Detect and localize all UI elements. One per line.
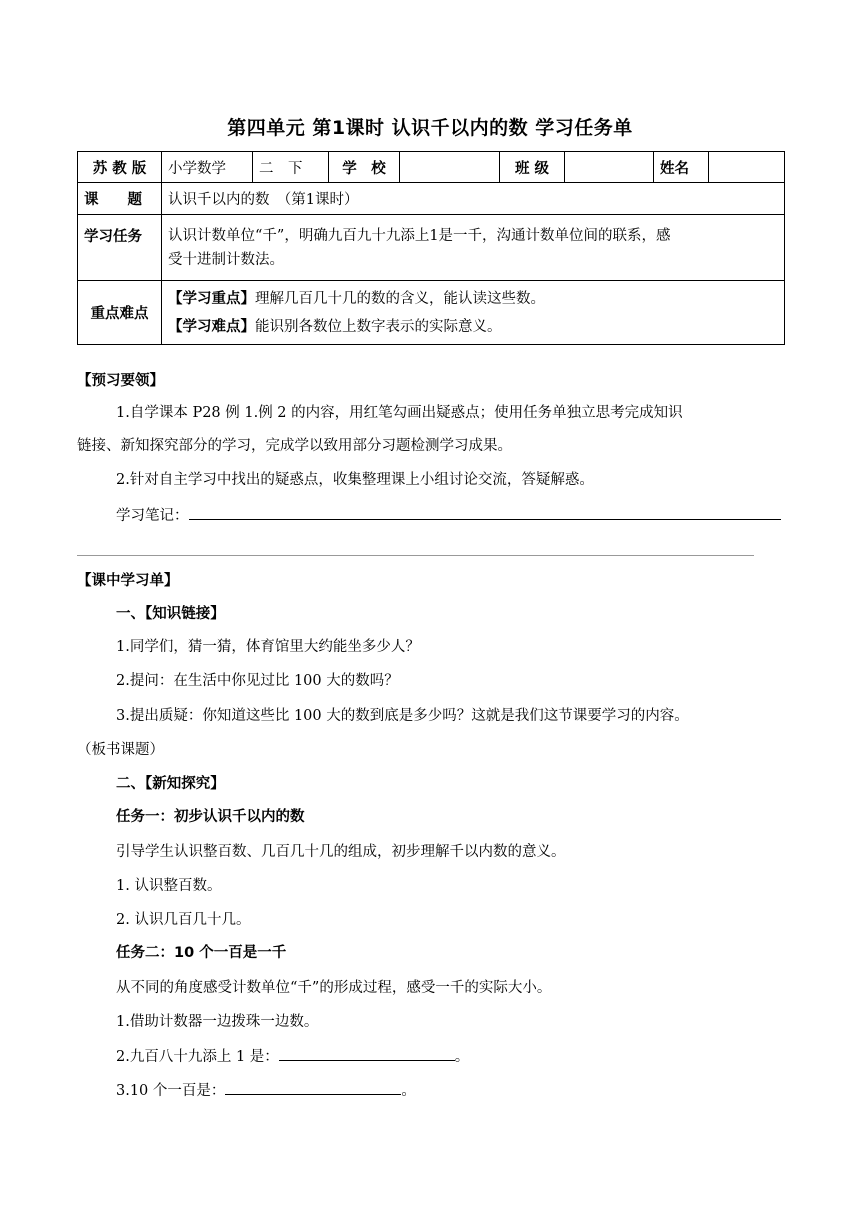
task-2-desc: 从不同的角度感受计数单位“千”的形成过程，感受一千的实际大小。	[116, 980, 552, 996]
task-2-item-2-line	[116, 1046, 469, 1067]
notes-label: 学习笔记：	[116, 508, 189, 524]
task-1-heading: 任务一：初步认识千以内的数	[116, 809, 305, 825]
task-1-item-1: 1. 认识整百数。	[116, 878, 222, 894]
subject-cell: 小学数学	[162, 152, 253, 183]
task-2-item-3-period: 。	[401, 1083, 416, 1099]
class-sheet-heading: 【课中学习单】	[77, 573, 179, 589]
key-focus-tag: 【学习重点】	[168, 290, 255, 307]
divider	[77, 555, 754, 556]
key-focus-text: 理解几百几十几的数的含义，能认读这些数。	[255, 290, 545, 307]
task-line-1: 认识计数单位“千”，明确九百九十九添上1是一千，沟通计数单位间的联系，感	[168, 227, 671, 244]
task-2-item-2-blank	[279, 1046, 455, 1061]
name-label: 姓名	[654, 152, 709, 183]
task-2-heading: 任务二：10 个一百是一千	[116, 945, 287, 961]
preview-heading: 【预习要领】	[77, 373, 164, 389]
task-value	[162, 215, 785, 281]
school-label: 学 校	[329, 152, 400, 183]
preview-item-2: 2.针对自主学习中找出的疑惑点，收集整理课上小组讨论交流，答疑解惑。	[116, 472, 594, 488]
task-2-item-3-line	[116, 1080, 416, 1101]
page-title: 第四单元 第1课时 认识千以内的数 学习任务单	[227, 117, 633, 139]
task-1-desc: 引导学生认识整百数、几百几十几的组成，初步理解千以内数的意义。	[116, 844, 566, 860]
task-2-item-2-period: 。	[454, 1049, 470, 1065]
task-2-item-3: 3.10 个一百是：	[116, 1083, 226, 1099]
table-row-topic	[78, 183, 785, 215]
task-1-item-2: 2. 认识几百几十几。	[116, 912, 251, 928]
edition-cell: 苏 教 版	[78, 152, 162, 183]
section-1-item-3-cont: （板书课题）	[77, 742, 164, 758]
grade-cell: 二 下	[253, 152, 329, 183]
task-label: 学习任务	[78, 215, 162, 281]
class-label: 班 级	[500, 152, 565, 183]
notes-blank	[189, 505, 781, 520]
table-row-keypoints	[78, 281, 785, 345]
key-value	[162, 281, 785, 345]
section-1-item-3: 3.提出质疑：你知道这些比 100 大的数到底是多少吗？这就是我们这节课要学习的内容。	[116, 708, 689, 724]
key-label: 重点难点	[78, 281, 162, 345]
topic-value: 认识千以内的数 （第1课时）	[162, 183, 785, 215]
task-2-item-2: 2.九百八十九添上 1 是：	[116, 1049, 279, 1065]
key-difficulty-line	[168, 313, 778, 341]
info-table	[77, 151, 785, 345]
task-2-item-3-blank	[225, 1080, 401, 1095]
section-2-heading: 二、【新知探究】	[116, 776, 225, 792]
section-1-item-2: 2.提问：在生活中你见过比 100 大的数吗？	[116, 673, 399, 689]
key-diff-text: 能识别各数位上数字表示的实际意义。	[255, 318, 502, 335]
key-focus-line	[168, 285, 778, 313]
table-row-task	[78, 215, 785, 281]
preview-item-1-line-2: 链接、新知探究部分的学习，完成学以致用部分习题检测学习成果。	[77, 438, 512, 454]
notes-line	[116, 505, 781, 526]
school-value	[400, 152, 500, 183]
key-diff-tag: 【学习难点】	[168, 318, 255, 335]
task-line-2: 受十进制计数法。	[168, 251, 284, 268]
class-value	[565, 152, 654, 183]
topic-label: 课 题	[78, 183, 162, 215]
table-row-header	[78, 152, 785, 183]
task-2-item-1: 1.借助计数器一边拨珠一边数。	[116, 1014, 319, 1030]
name-value	[709, 152, 785, 183]
preview-item-1-line-1: 1.自学课本 P28 例 1.例 2 的内容，用红笔勾画出疑惑点；使用任务单独立思考完成知识	[116, 405, 683, 421]
section-1-item-1: 1.同学们，猜一猜，体育馆里大约能坐多少人？	[116, 639, 420, 655]
section-1-heading: 一、【知识链接】	[116, 606, 225, 622]
